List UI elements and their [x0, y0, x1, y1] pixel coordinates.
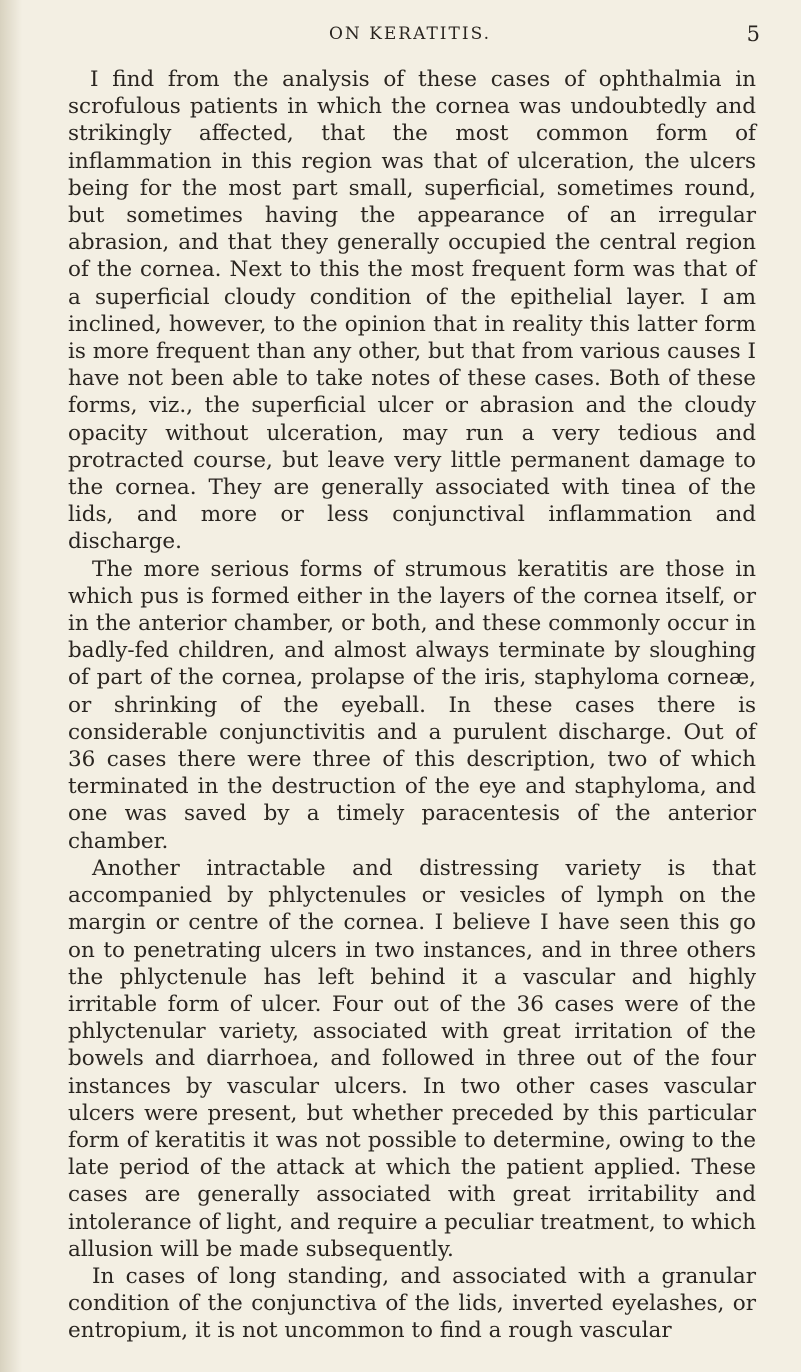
- running-head: ON KERATITIS.: [328, 24, 492, 44]
- page-number: 5: [746, 22, 760, 46]
- paragraph-4: In cases of long standing, and associated with a granular condition of the conjunctiva of the lids, inverted eyelashes, or entropium, it is not uncommon to find a rough vascular: [68, 1263, 756, 1344]
- page-edge-shadow: [0, 0, 22, 1372]
- body-text: [68, 66, 756, 1345]
- paragraph-3: Another intractable and distressing variety is that accompanied by phlyctenules or vesicles of lymph on the margin or centre of the cornea. I believe I have seen this go on to penetrating ulcers in two instances, and in three others the phlyctenule has left behind it a vascular and highly irritable form of ulcer. Four out of the 36 cases were of the phlyctenular variety, associated with great irritation of the bowels and diarrhoea, and followed in three out of the four instances by vascular ulcers. In two other cases vascular ulcers were present, but whether preceded by this particular form of keratitis it was not possible to determine, owing to the late period of the attack at which the patient applied. These cases are generally associated with great irritability and intolerance of light, and require a peculiar treatment, to which allusion will be made subsequently.: [68, 855, 756, 1262]
- paragraph-1: I find from the analysis of these cases of ophthalmia in scrofulous patients in which the cornea was undoubtedly and strikingly affected, that the most common form of inflammation in this region was that of ulceration, the ulcers being for the most part small, superficial, sometimes round, but sometimes having the appearance of an irregular abrasion, and that they generally occupied the central region of the cornea. Next to this the most frequent form was that of a superficial cloudy condition of the epithelial layer. I am inclined, however, to the opinion that in reality this latter form is more frequent than any other, but that from various causes I have not been able to take notes of these cases. Both of these forms, viz., the superficial ulcer or abrasion and the cloudy opacity without ulceration, may run a very tedious and protracted course, but leave very little permanent damage to the cornea. They are generally associated with tinea of the lids, and more or less conjunctival inflammation and discharge.: [68, 67, 756, 555]
- page-header: [60, 24, 760, 54]
- paragraph-2: The more serious forms of strumous keratitis are those in which pus is formed either in the layers of the cornea itself, or in the anterior chamber, or both, and these commonly occur in badly-fed children, and almost always terminate by sloughing of part of the cornea, prolapse of the iris, staphyloma corneæ, or shrinking of the eyeball. In these cases there is considerable conjunctivitis and a purulent discharge. Out of 36 cases there were three of this description, two of which terminated in the destruction of the eye and staphyloma, and one was saved by a timely paracentesis of the anterior chamber.: [68, 556, 756, 854]
